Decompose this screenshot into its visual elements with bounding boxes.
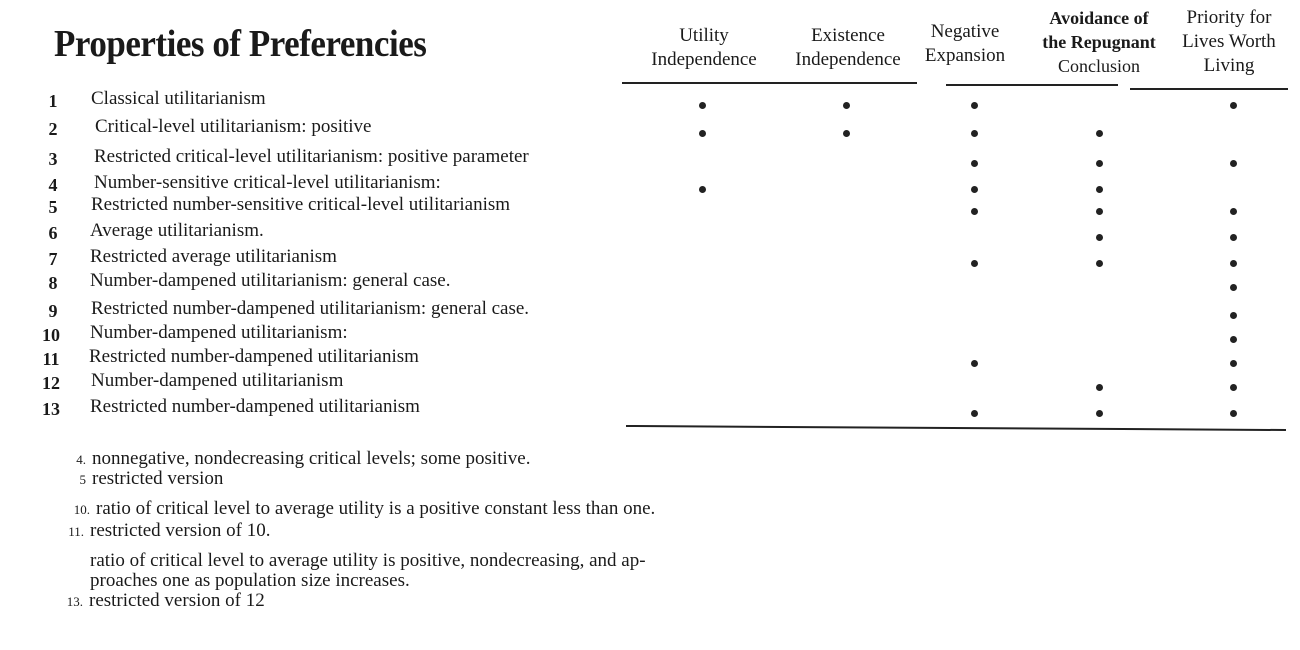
table-bottom-rule [626, 425, 1286, 431]
property-mark-dot [971, 102, 978, 109]
property-mark-dot [699, 102, 706, 109]
row-label: Critical-level utilitarianism: positive [95, 116, 372, 137]
footnote-text: restricted version [92, 468, 224, 489]
page-title: Properties of Preferencies [54, 23, 427, 65]
property-mark-dot [1096, 410, 1103, 417]
column-header-negative-expansion [910, 20, 1020, 68]
footnote-key: 10. [73, 502, 90, 517]
row-label: Restricted number-dampened utilitarianism: general case. [91, 298, 530, 319]
property-mark-dot [971, 360, 978, 367]
column-header-line: Conclusion [1057, 56, 1140, 76]
property-mark-dot [1230, 384, 1237, 391]
column-header-line: Utility [679, 25, 729, 46]
property-mark-dot [971, 186, 978, 193]
footnote-text: restricted version of 10. [90, 520, 271, 541]
property-mark-dot [843, 130, 850, 137]
column-header-existence-independence [778, 24, 918, 72]
footnote-text: nonnegative, nondecreasing critical levels; some positive. [92, 448, 531, 469]
property-mark-dot [1096, 186, 1103, 193]
property-mark-dot [971, 208, 978, 215]
footnote-key: 13. [66, 594, 83, 609]
property-mark-dot [1096, 160, 1103, 167]
row-label: Number-sensitive critical-level utilitarianism: [94, 172, 441, 193]
property-mark-dot [1230, 234, 1237, 241]
footnote-text: ratio of critical level to average utility is positive, nondecreasing, and ap- [90, 550, 646, 571]
column-header-line: Avoidance of [1049, 8, 1149, 28]
row-label: Restricted number-dampened utilitarianism [90, 396, 420, 417]
row-label: Number-dampened utilitarianism: [90, 322, 348, 343]
property-mark-dot [699, 130, 706, 137]
row-label: Restricted number-sensitive critical-level utilitarianism [91, 194, 511, 215]
property-mark-dot [699, 186, 706, 193]
column-header-line: Lives Worth [1182, 31, 1276, 52]
row-label: Classical utilitarianism [91, 88, 266, 109]
row-label: Restricted critical-level utilitarianism: positive parameter [94, 146, 529, 167]
column-header-line: Negative [930, 21, 1000, 42]
property-mark-dot [1230, 312, 1237, 319]
property-mark-dot [1230, 360, 1237, 367]
footnote-text: ratio of critical level to average utility is a positive constant less than one. [96, 498, 656, 519]
row-number: 4 [48, 175, 58, 195]
property-mark-dot [1230, 284, 1237, 291]
row-label: Average utilitarianism. [90, 220, 264, 241]
header-rule-left [622, 82, 917, 84]
column-header-line: Expansion [924, 45, 1006, 66]
property-mark-dot [1230, 160, 1237, 167]
property-mark-dot [1230, 410, 1237, 417]
row-number: 3 [48, 149, 58, 169]
footnote-key: 11. [68, 524, 84, 539]
property-mark-dot [1096, 260, 1103, 267]
column-header-line: Independence [651, 49, 757, 70]
footnote-text: restricted version of 12 [89, 590, 265, 611]
row-number: 6 [48, 223, 58, 243]
property-mark-dot [971, 160, 978, 167]
column-header-line: Independence [795, 49, 901, 70]
row-number: 8 [48, 273, 58, 293]
row-label: Number-dampened utilitarianism [91, 370, 344, 391]
row-number: 11 [42, 349, 60, 369]
column-header-utility-independence [634, 24, 774, 72]
property-mark-dot [971, 410, 978, 417]
row-number: 13 [42, 399, 60, 419]
property-mark-dot [1096, 234, 1103, 241]
property-mark-dot [1096, 208, 1103, 215]
property-mark-dot [843, 102, 850, 109]
row-label: Restricted average utilitarianism [90, 246, 337, 267]
row-number: 5 [48, 197, 58, 217]
column-header-priority-lives-worth-living [1170, 6, 1288, 78]
row-number: 7 [48, 249, 58, 269]
property-mark-dot [1230, 336, 1237, 343]
row-label: Restricted number-dampened utilitarianism [89, 346, 419, 367]
property-mark-dot [971, 130, 978, 137]
property-mark-dot [1230, 208, 1237, 215]
footnote-text: proaches one as population size increases. [90, 570, 410, 591]
row-number: 1 [48, 91, 58, 111]
column-header-line: the Repugnant [1042, 32, 1156, 52]
footnote-key: 5 [79, 472, 86, 487]
property-mark-dot [1096, 384, 1103, 391]
column-header-line: Priority for [1186, 7, 1272, 28]
column-header-avoidance-repugnant-conclusion [1028, 6, 1170, 78]
row-label: Number-dampened utilitarianism: general case. [90, 270, 451, 291]
property-mark-dot [971, 260, 978, 267]
column-header-line: Existence [811, 25, 885, 46]
row-number: 12 [42, 373, 60, 393]
column-header-line: Living [1203, 55, 1255, 76]
header-rule-middle [946, 84, 1118, 86]
row-number: 2 [48, 119, 58, 139]
footnote-key: 4. [76, 452, 86, 467]
property-mark-dot [1230, 102, 1237, 109]
row-number: 9 [48, 301, 58, 321]
property-mark-dot [1096, 130, 1103, 137]
property-mark-dot [1230, 260, 1237, 267]
header-rule-right [1130, 88, 1288, 90]
row-number: 10 [42, 325, 60, 345]
